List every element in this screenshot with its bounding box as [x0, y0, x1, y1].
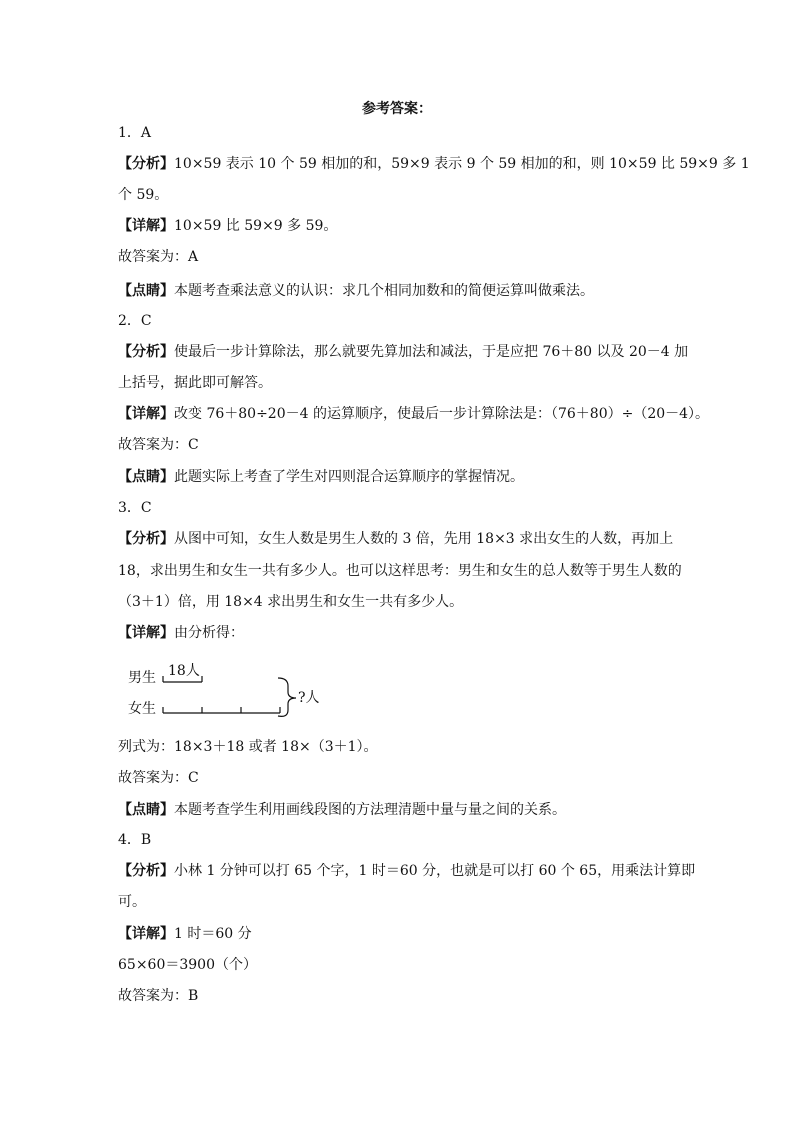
- q1-analysis: [118, 154, 750, 174]
- q4-detail-text: 1 时＝60 分: [174, 926, 252, 942]
- page-title: 参考答案：: [362, 101, 432, 117]
- q3-analysis: [118, 529, 673, 549]
- girls-label: 女生: [128, 701, 156, 717]
- comment-tag: 【点睛】: [118, 802, 174, 818]
- comment-tag: 【点睛】: [118, 283, 174, 299]
- q4-analysis-text-2: 可。: [118, 894, 146, 910]
- q4-answer: 故答案为：B: [118, 988, 199, 1004]
- q3-detail: [118, 623, 244, 643]
- q1-comment: [118, 281, 594, 301]
- q3-comment-text: 本题考查学生利用画线段图的方法理清题中量与量之间的关系。: [174, 802, 566, 818]
- q4-number: 4．B: [118, 832, 152, 848]
- q2-detail-text: 改变 76＋80÷20－4 的运算顺序，使最后一步计算除法是：（76＋80）÷（20－4）。: [174, 406, 710, 422]
- analysis-tag: 【分析】: [118, 531, 174, 547]
- q2-analysis: [118, 342, 688, 362]
- q4-calc: 65×60＝3900（个）: [118, 957, 257, 973]
- detail-tag: 【详解】: [118, 406, 174, 422]
- analysis-tag: 【分析】: [118, 344, 174, 360]
- detail-tag: 【详解】: [118, 625, 174, 641]
- q2-number: 2．C: [118, 313, 152, 329]
- analysis-tag: 【分析】: [118, 156, 174, 172]
- girls-segment: [163, 707, 280, 713]
- q1-detail-text: 10×59 比 59×9 多 59。: [174, 218, 338, 234]
- analysis-tag: 【分析】: [118, 863, 174, 879]
- q2-comment-text: 此题实际上考查了学生对四则混合运算顺序的掌握情况。: [174, 469, 524, 485]
- total-label: ?人: [298, 690, 320, 706]
- q4-detail: [118, 924, 252, 944]
- detail-tag: 【详解】: [118, 218, 174, 234]
- q3-detail-text: 由分析得：: [174, 625, 244, 641]
- q2-comment: [118, 467, 524, 487]
- q2-analysis-text-2: 上括号，据此即可解答。: [118, 375, 272, 391]
- q1-comment-text: 本题考查乘法意义的认识：求几个相同加数和的简便运算叫做乘法。: [174, 283, 594, 299]
- q2-analysis-text-1: 使最后一步计算除法，那么就要先算加法和减法，于是应把 76＋80 以及 20－4 加: [174, 344, 689, 360]
- q3-analysis-text-2: 18，求出男生和女生一共有多少人。也可以这样思考：男生和女生的总人数等于男生人数的: [118, 563, 682, 579]
- q1-answer: 故答案为：A: [118, 249, 199, 265]
- q3-analysis-text-1: 从图中可知，女生人数是男生人数的 3 倍，先用 18×3 求出女生的人数，再加上: [174, 531, 674, 547]
- comment-tag: 【点睛】: [118, 469, 174, 485]
- q3-answer: 故答案为：C: [118, 770, 199, 786]
- q1-detail: [118, 216, 337, 236]
- q2-answer: 故答案为：C: [118, 437, 199, 453]
- q2-detail: [118, 404, 709, 424]
- q3-comment: [118, 800, 566, 820]
- total-brace: [278, 678, 296, 716]
- q3-number: 3．C: [118, 500, 152, 516]
- q1-analysis-text-2: 个 59。: [118, 187, 169, 203]
- segment-diagram-svg: [118, 658, 338, 720]
- segment-label: 18人: [168, 663, 200, 679]
- q4-analysis: [118, 861, 695, 881]
- q3-formula: 列式为：18×3＋18 或者 18×（3＋1）。: [118, 739, 378, 755]
- line-segment-diagram: [118, 658, 338, 720]
- detail-tag: 【详解】: [118, 926, 174, 942]
- q3-analysis-text-3: （3＋1）倍，用 18×4 求出男生和女生一共有多少人。: [118, 594, 464, 610]
- boys-label: 男生: [128, 670, 156, 686]
- q4-analysis-text-1: 小林 1 分钟可以打 65 个字，1 时＝60 分，也就是可以打 60 个 65，用乘法计算即: [174, 863, 696, 879]
- q1-analysis-text-1: 10×59 表示 10 个 59 相加的和，59×9 表示 9 个 59 相加的和，则 10×59 比 59×9 多 1: [174, 156, 750, 172]
- q1-number: 1．A: [118, 125, 152, 141]
